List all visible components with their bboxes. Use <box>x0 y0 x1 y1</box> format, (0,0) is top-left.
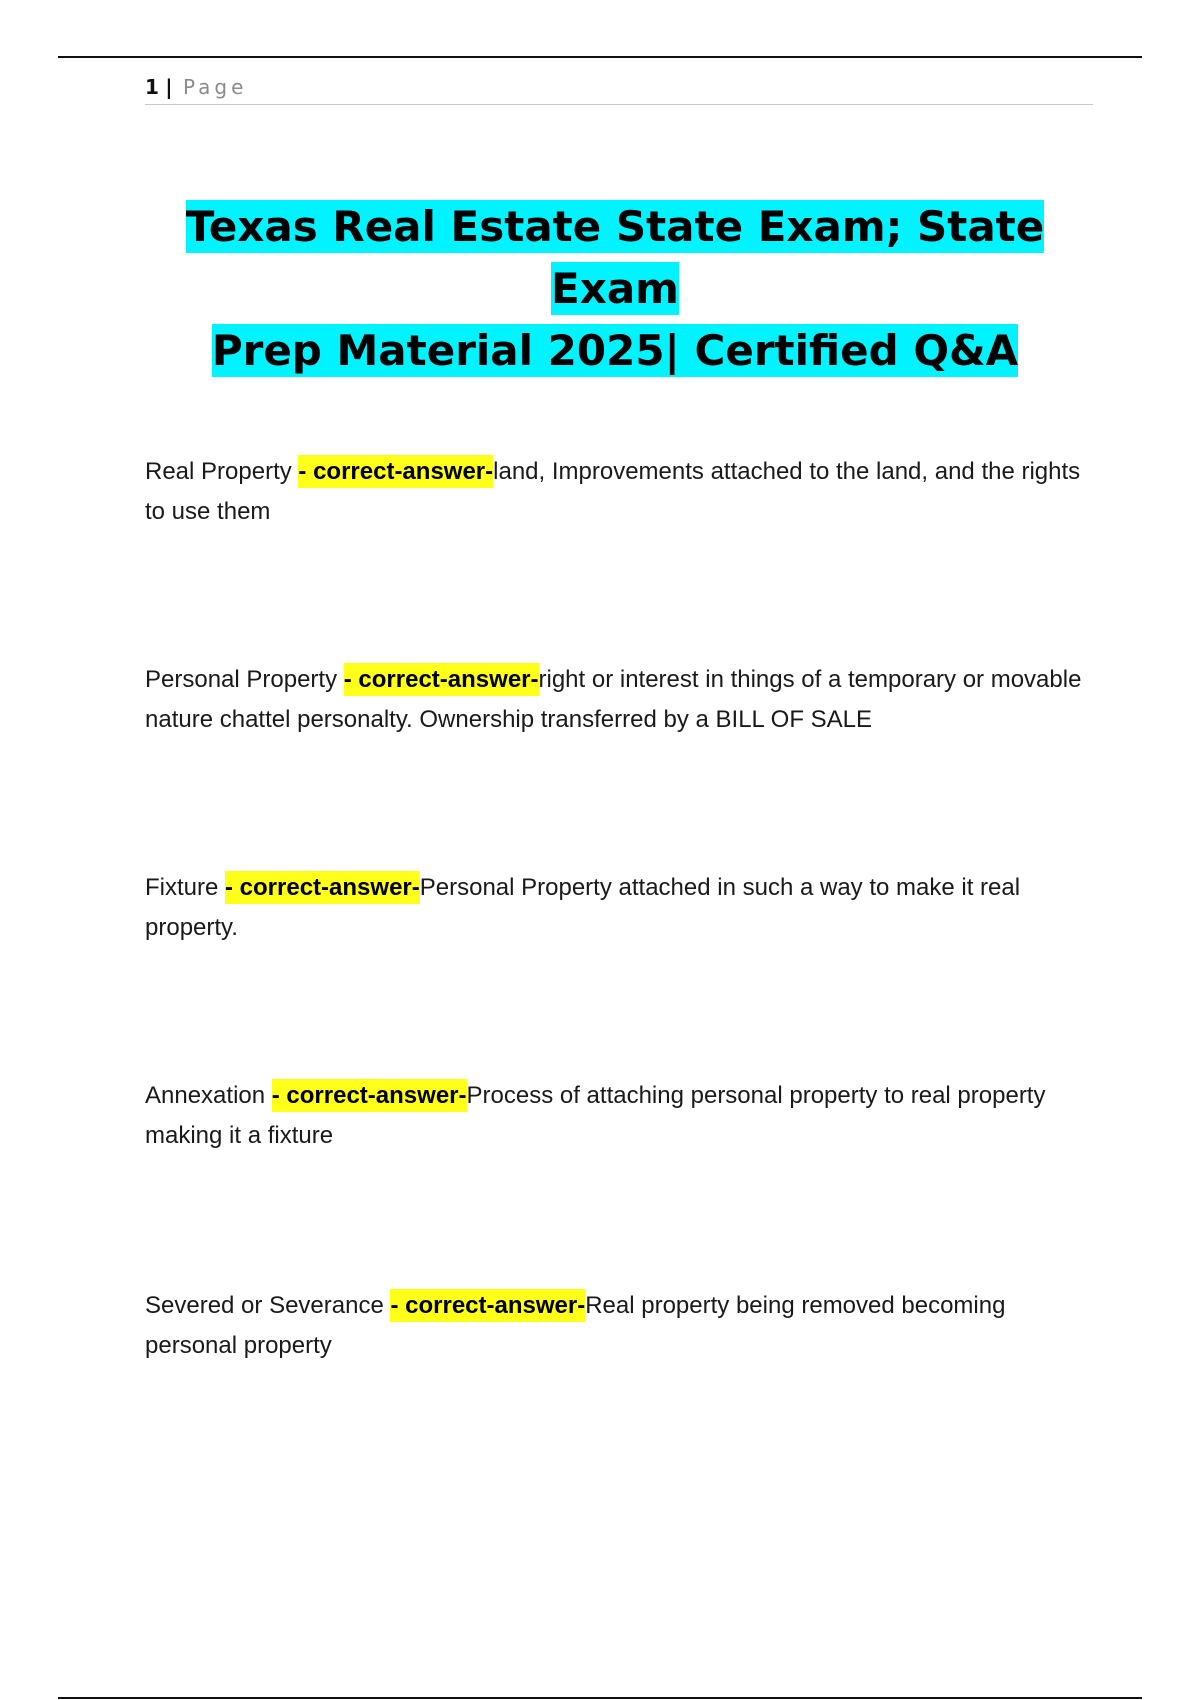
qa-term: Real Property <box>145 458 299 485</box>
answer-marker: - correct-answer- <box>225 871 420 904</box>
qa-definition: land, Improvements attached to the land, and the rights to use them <box>145 458 1081 525</box>
answer-marker: - correct-answer- <box>390 1289 585 1322</box>
title-line-2: Prep Material 2025| Certified Q&A <box>211 326 1019 375</box>
qa-term: Fixture <box>145 874 226 901</box>
qa-definition: right or interest in things of a temporary or movable nature chattel personalty. Ownership transferred by a BILL OF SALE <box>145 666 1082 733</box>
page-word: Page <box>182 75 248 99</box>
page-number: 1 <box>145 75 159 99</box>
qa-definition: Real property being removed becoming personal property <box>145 1292 1006 1359</box>
qa-definition: Personal Property attached in such a way to make it real property. <box>145 874 1021 941</box>
bottom-rule <box>58 1697 1142 1699</box>
answer-marker: - correct-answer- <box>298 455 493 488</box>
qa-item-real-property <box>145 452 1095 532</box>
qa-term: Annexation <box>145 1082 272 1109</box>
document-title <box>120 196 1110 382</box>
qa-definition: Process of attaching personal property to real property making it a fixture <box>145 1082 1046 1149</box>
top-rule <box>58 56 1142 58</box>
qa-item-fixture <box>145 868 1095 948</box>
qa-term: Personal Property <box>145 666 344 693</box>
answer-marker: - correct-answer- <box>344 663 539 696</box>
qa-term: Severed or Severance <box>145 1292 391 1319</box>
title-line-1: Texas Real Estate State Exam; State Exam <box>185 202 1045 313</box>
qa-item-annexation <box>145 1076 1095 1156</box>
qa-item-severance <box>145 1286 1095 1366</box>
qa-item-personal-property <box>145 660 1095 740</box>
page-separator: | <box>165 75 173 99</box>
answer-marker: - correct-answer- <box>272 1079 467 1112</box>
page-header <box>145 74 1093 105</box>
